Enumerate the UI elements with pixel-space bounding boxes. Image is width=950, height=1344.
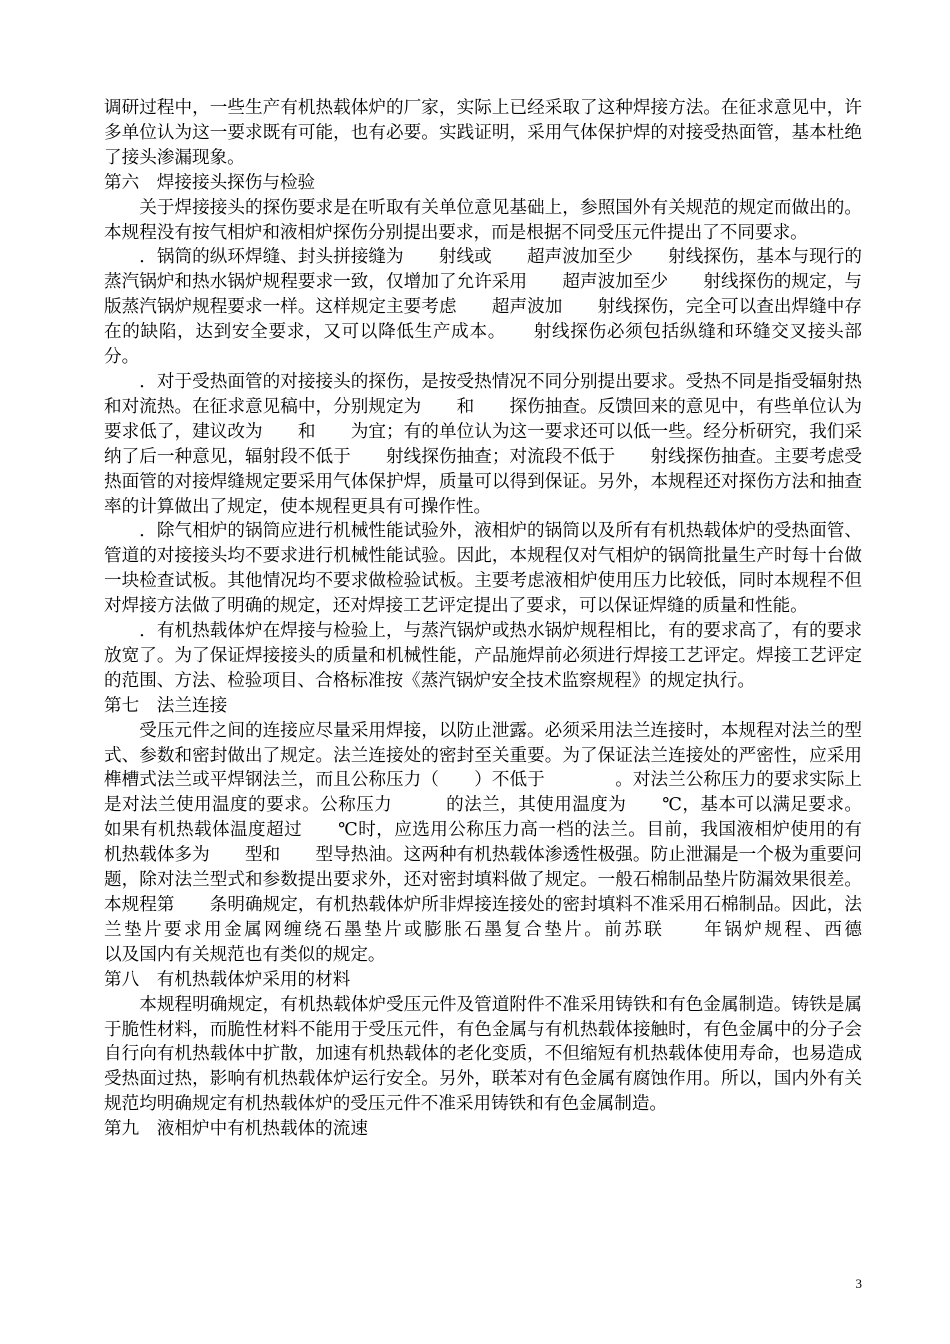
paragraph: 本规程明确规定，有机热载体炉受压元件及管道附件不准采用铸铁和有色金属制造。铸铁是属于脆性材料，而脆性材料不能用于受压元件，有色金属与有机热载体接触时，有色金属中的分子会自行向有机热载体中扩散，加速有机热载体的老化变质，不但缩短有机热载体使用寿命，也易造成受热面过热，影响有机热载体炉运行安全。另外，联苯对有色金属有腐蚀作用。所以，国内外有关规范均明确规定有机热载体炉的受压元件不准采用铸铁和有色金属制造。 [104, 994, 862, 1115]
paragraph: 关于焊接接头的探伤要求是在听取有关单位意见基础上，参照国外有关规范的规定而做出的。本规程没有按气相炉和液相炉探伤分别提出要求，而是根据不同受压元件提出了不同要求。 [104, 197, 862, 243]
section-heading: 第六 焊接接头探伤与检验 [104, 172, 316, 193]
body-text [104, 96, 950, 1142]
page-number: 3 [855, 1276, 862, 1291]
paragraph: 受压元件之间的连接应尽量采用焊接，以防止泄露。必须采用法兰连接时，本规程对法兰的型式、参数和密封做出了规定。法兰连接处的密封至关重要。为了保证法兰连接处的严密性，应采用榫槽式法兰或平焊钢法兰，而且公称压力（ ）不低于 。对法兰公称压力的要求实际上是对法兰使用温度的要求。公称压力 的法兰，其使用温度为 ℃，基本可以满足要求。如果有机热载体温度超过 ℃时，应选用公称压力高一档的法兰。目前，我国液相炉使用的有机热载体多为 型和 型导热油。这两种有机热载体渗透性极强。防止泄漏是一个极为重要问题，除对法兰型式和参数提出要求外，还对密封填料做了规定。一般石棉制品垫片防漏效果很差。本规程第 条明确规定，有机热载体炉所非焊接连接处的密封填料不准采用石棉制品。因此，法兰垫片要求用金属网缠绕石墨垫片或膨胀石墨复合垫片。前苏联 年锅炉规程、西德 以及国内有关规范也有类似的规定。 [104, 720, 950, 965]
section-heading: 第九 液相炉中有机热载体的流速 [104, 1119, 368, 1140]
paragraph: ．对于受热面管的对接接头的探伤，是按受热情况不同分别提出要求。受热不同是指受辐射热和对流热。在征求意见稿中，分别规定为 和 探伤抽查。反馈回来的意见中，有些单位认为要求低了，建议改为 和 为宜；有的单位认为这一要求还可以低一些。经分析研究，我们采纳了后一种意见，辐射段不低于 射线探伤抽查；对流段不低于 射线探伤抽查。主要考虑受热面管的对接焊缝规定要采用气体保护焊，质量可以得到保证。另外，本规程还对探伤方法和抽查率的计算做出了规定，使本规程更具有可操作性。 [104, 371, 862, 517]
paragraph: 调研过程中，一些生产有机热载体炉的厂家，实际上已经采取了这种焊接方法。在征求意见中，许多单位认为这一要求既有可能，也有必要。实践证明，采用气体保护焊的对接受热面管，基本杜绝了接头渗漏现象。 [104, 98, 862, 168]
section-heading: 第七 法兰连接 [104, 695, 228, 716]
paragraph: ．有机热载体炉在焊接与检验上，与蒸汽锅炉或热水锅炉规程相比，有的要求高了，有的要求放宽了。为了保证焊接接头的质量和机械性能，产品施焊前必须进行焊接工艺评定。焊接工艺评定的范围、方法、检验项目、合格标准按《蒸汽锅炉安全技术监察规程》的规定执行。 [104, 621, 862, 691]
section-heading: 第八 有机热载体炉采用的材料 [104, 969, 351, 990]
paragraph: ．除气相炉的锅筒应进行机械性能试验外，液相炉的锅筒以及所有有机热载体炉的受热面管、管道的对接接头均不要求进行机械性能试验。因此，本规程仅对气相炉的锅筒批量生产时每十台做一块检查试板。其他情况均不要求做检验试板。主要考虑液相炉使用压力比较低，同时本规程不但对焊接方法做了明确的规定，还对焊接工艺评定提出了要求，可以保证焊缝的质量和性能。 [104, 521, 862, 617]
paragraph: ．锅筒的纵环焊缝、封头拼接缝为 射线或 超声波加至少 射线探伤，基本与现行的蒸汽锅炉和热水锅炉规程要求一致，仅增加了允许采用 超声波加至少 射线探伤的规定，与 版蒸汽锅炉规程要求一样。这样规定主要考虑 超声波加 射线探伤，完全可以查出焊缝中存在的缺陷，达到安全要求，又可以降低生产成本。 射线探伤必须包括纵缝和环缝交叉接头部分。 [104, 247, 898, 368]
